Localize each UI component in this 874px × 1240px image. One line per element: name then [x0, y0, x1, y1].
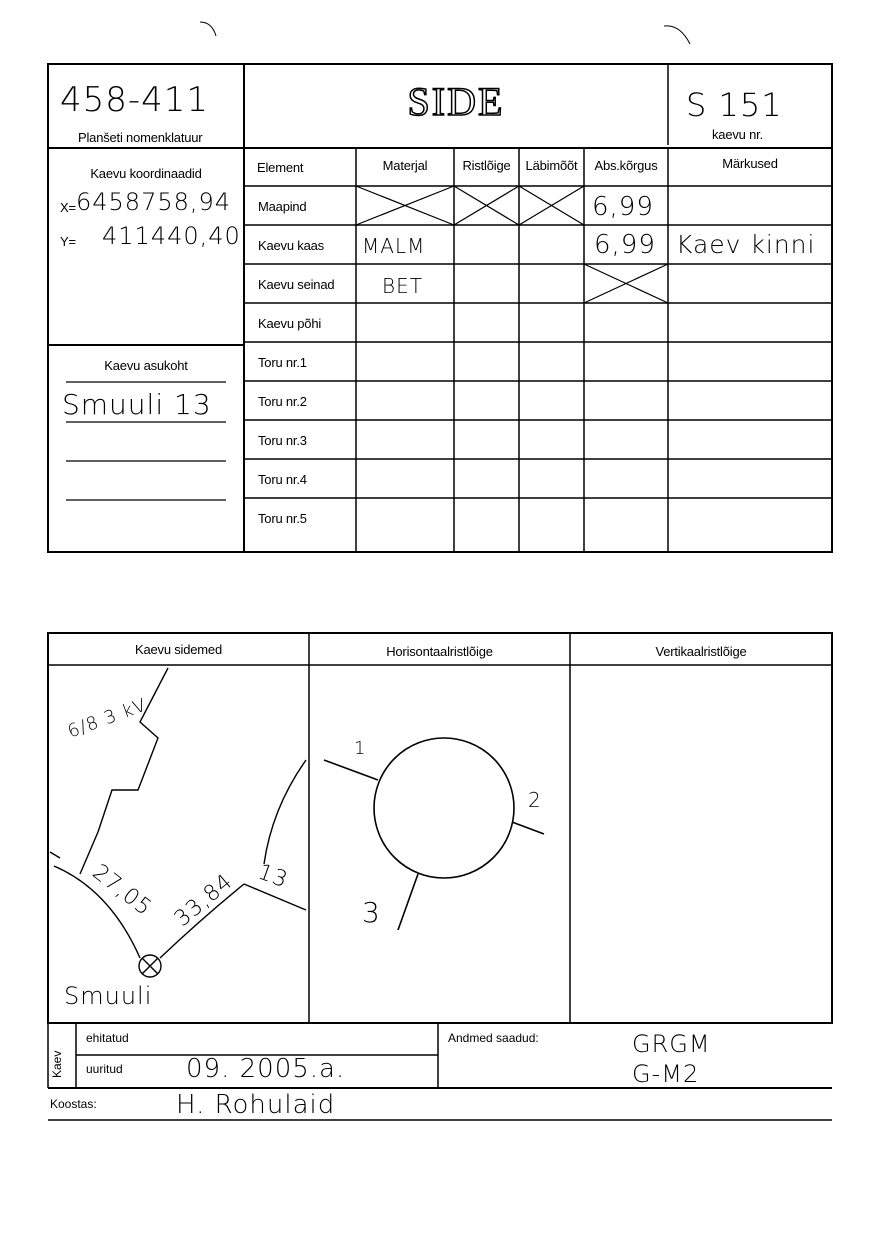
sheet-label: Planšeti nomenklatuur — [78, 130, 203, 145]
x-coordinate: 6458758,94 — [76, 188, 232, 216]
row-element: Maapind — [258, 199, 307, 214]
pipe-label: 1 — [354, 738, 367, 759]
abs-height-value: 6,99 — [594, 230, 656, 260]
y-prefix: Y= — [60, 234, 76, 249]
material-value: BET — [382, 274, 423, 298]
data-source-value: GRGM — [632, 1030, 711, 1058]
form-title: SIDE — [407, 79, 505, 124]
kaev-label: Kaev — [50, 1050, 64, 1078]
row-element: Toru nr.5 — [258, 511, 307, 526]
location-value: Smuuli 13 — [62, 388, 212, 421]
coordinates-label: Kaevu koordinaadid — [90, 166, 202, 181]
col-header-diameter: Läbimõõt — [525, 158, 578, 173]
col-header-cross-section: Ristlõige — [462, 158, 511, 173]
well-number-label: kaevu nr. — [712, 127, 763, 142]
well-number: S 151 — [686, 86, 783, 124]
punch-mark-right — [664, 26, 690, 44]
row-element: Kaevu kaas — [258, 238, 324, 253]
inspected-label: uuritud — [86, 1062, 123, 1076]
horizontal-section-sketch — [324, 738, 544, 930]
house-number-label: 13 — [254, 859, 292, 894]
street-label: Smuuli — [64, 982, 153, 1010]
abs-height-value: 6,99 — [592, 192, 654, 222]
data-source-value: G-M2 — [632, 1060, 700, 1088]
compiled-value: H. Rohulaid — [176, 1090, 336, 1120]
notes-value: Kaev kinni — [676, 230, 816, 259]
distance-label: 27,05 — [87, 859, 157, 922]
x-prefix: X= — [60, 200, 76, 215]
pipe-label: 3 — [362, 896, 381, 929]
y-coordinate: 411440,40 — [102, 222, 241, 250]
sketch-header-connections: Kaevu sidemed — [134, 642, 222, 657]
material-value: MALM — [362, 234, 426, 258]
row-element: Toru nr.1 — [258, 355, 307, 370]
row-element: Kaevu seinad — [258, 277, 335, 292]
row-element: Toru nr.4 — [258, 472, 307, 487]
sheet-number: 458-411 — [60, 80, 210, 120]
col-header-abs-height: Abs.kõrgus — [594, 158, 658, 173]
compiled-label: Koostas: — [50, 1097, 97, 1111]
col-header-element: Element — [257, 160, 304, 175]
building-label: 6/8 3 kV — [64, 694, 150, 743]
pipe-label: 2 — [528, 788, 542, 812]
row-element: Kaevu põhi — [258, 316, 322, 331]
sketch-header-horizontal: Horisontaalristlõige — [386, 644, 493, 659]
row-element: Toru nr.2 — [258, 394, 307, 409]
sketch-header-vertical: Vertikaalristlõige — [655, 644, 747, 659]
inspected-value: 09. 2005.a. — [186, 1054, 346, 1084]
built-label: ehitatud — [86, 1031, 129, 1045]
distance-label: 33,84 — [169, 869, 239, 932]
row-element: Toru nr.3 — [258, 433, 307, 448]
col-header-notes: Märkused — [722, 156, 778, 171]
location-label: Kaevu asukoht — [104, 358, 188, 373]
sketch-border — [48, 633, 832, 1023]
punch-mark-left — [200, 22, 216, 36]
data-source-label: Andmed saadud: — [448, 1031, 539, 1045]
col-header-material: Materjal — [382, 158, 428, 173]
